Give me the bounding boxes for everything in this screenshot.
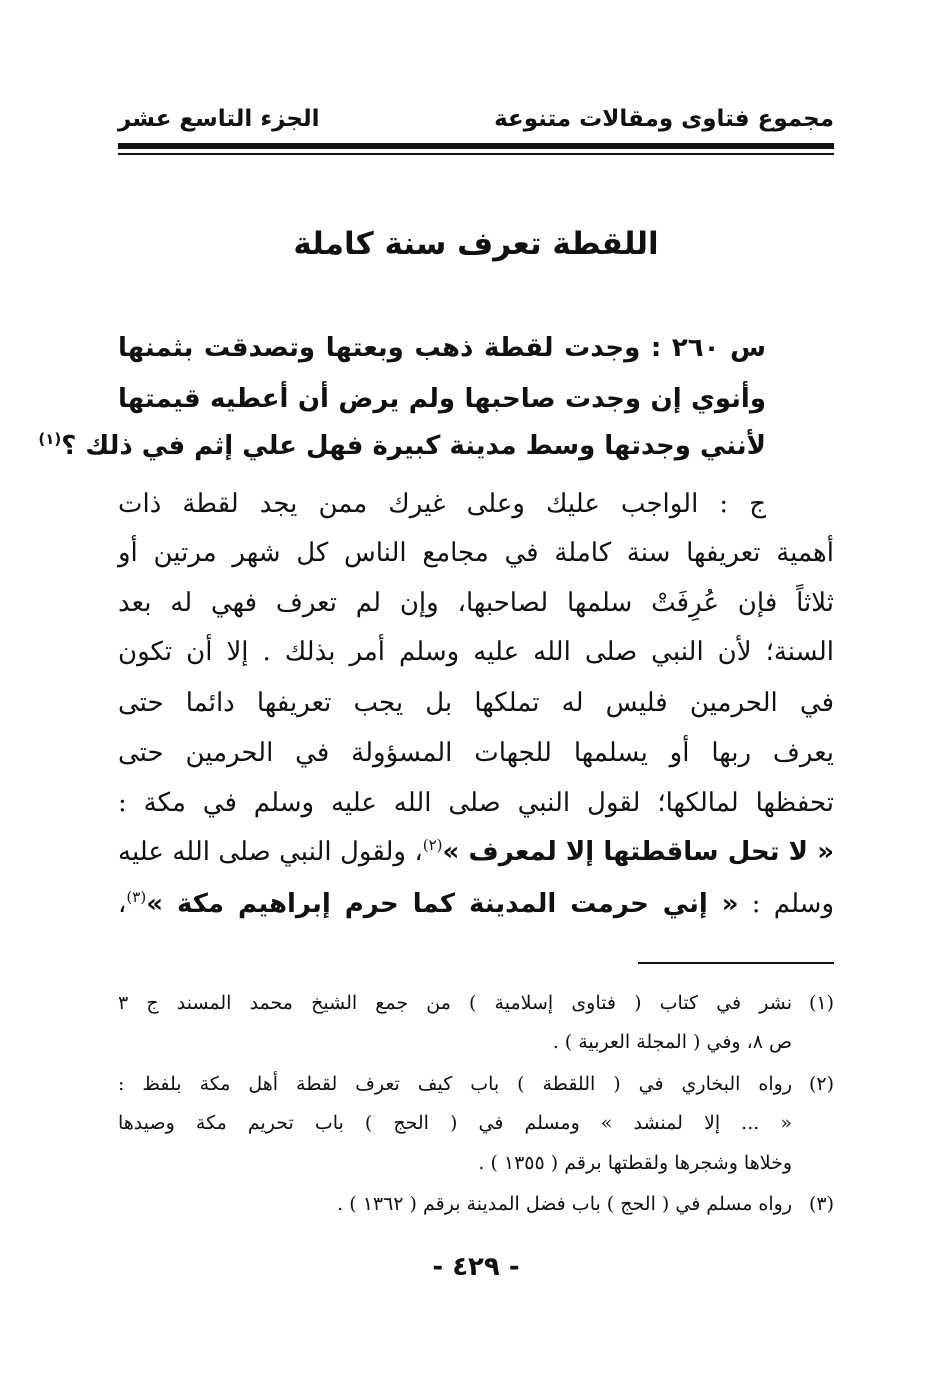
answer-line bbox=[118, 830, 834, 880]
hadith-quote: « إني حرمت المدينة كما حرم إبراهيم مكة » bbox=[146, 889, 739, 919]
answer-line bbox=[118, 882, 834, 932]
footnote-line bbox=[118, 1189, 834, 1225]
footnote-ref: (١) bbox=[38, 430, 62, 448]
footnote-line: وخلاها وشجرها ولقطتها برقم ( ١٣٥٥ ) . bbox=[478, 1152, 792, 1174]
book-title: مجموع فتاوى ومقالات متنوعة bbox=[494, 106, 834, 132]
answer-line: ج : الواجب عليك وعلى غيرك ممن يجد لقطة ذات bbox=[118, 489, 766, 519]
answer-line: تحفظها لمالكها؛ لقول النبي صلى الله عليه وسلم في مكة : bbox=[118, 788, 834, 818]
answer-line-text: ، ولقول النبي صلى الله عليه bbox=[118, 837, 423, 867]
answer-line: في الحرمين فليس له تملكها بل يجب تعريفها دائما حتى bbox=[118, 688, 834, 718]
footnote-number: (٢) bbox=[808, 1073, 834, 1095]
page-number: - ٤٢٩ - bbox=[432, 1252, 520, 1282]
answer-line-text: وسلم : bbox=[751, 889, 835, 919]
running-header bbox=[118, 104, 834, 144]
answer-line: يعرف ربها أو يسلمها للجهات المسؤولة في الحرمين حتى bbox=[118, 738, 834, 768]
question-line-text: لأنني وجدتها وسط مدينة كبيرة فهل علي إثم في ذلك ؟ bbox=[61, 431, 766, 461]
hadith-quote: « لا تحل ساقطتها إلا لمعرف » bbox=[442, 837, 834, 867]
footnote-ref: (٣) bbox=[126, 888, 147, 906]
footnote-line: ص ٨، وفي ( المجلة العربية ) . bbox=[552, 1031, 792, 1053]
section-heading: اللقطة تعرف سنة كاملة bbox=[293, 226, 659, 262]
answer-line: أهمية تعريفها سنة كاملة في مجامع الناس كل شهر مرتين أو bbox=[118, 538, 834, 568]
footnote-separator bbox=[638, 962, 834, 964]
answer-line: ثلاثاً فإن عُرِفَتْ سلمها لصاحبها، وإن لم تعرف فهي له بعد bbox=[118, 588, 834, 618]
footnote-text: نشر في كتاب ( فتاوى إسلامية ) من جمع الشيخ محمد المسند ج ٣ bbox=[118, 992, 792, 1014]
answer-line: السنة؛ لأن النبي صلى الله عليه وسلم أمر بذلك . إلا أن تكون bbox=[118, 637, 834, 667]
question-line bbox=[38, 424, 766, 474]
footnote-ref: (٢) bbox=[422, 836, 443, 854]
header-rule-thin bbox=[118, 153, 834, 155]
footnote-text: رواه البخاري في ( اللقطة ) باب كيف تعرف لقطة أهل مكة بلفظ : bbox=[118, 1073, 792, 1095]
question-line: س ٢٦٠ : وجدت لقطة ذهب وبعتها وتصدقت بثمنها bbox=[118, 333, 766, 363]
footnote-line: « ... إلا لمنشد » ومسلم في ( الحج ) باب تحريم مكة وصيدها bbox=[118, 1112, 792, 1134]
footnote-line bbox=[118, 1069, 834, 1105]
footnote-number: (٣) bbox=[808, 1193, 834, 1215]
footnote-line bbox=[118, 988, 834, 1024]
footnote-number: (١) bbox=[808, 992, 834, 1014]
volume-label: الجزء التاسع عشر bbox=[118, 106, 320, 132]
header-rule-thick bbox=[118, 143, 834, 149]
answer-line-text: ، bbox=[118, 889, 127, 919]
footnote-text: رواه مسلم في ( الحج ) باب فضل المدينة برقم ( ١٣٦٢ ) . bbox=[337, 1193, 792, 1215]
question-line: وأنوي إن وجدت صاحبها ولم يرض أن أعطيه قيمتها bbox=[118, 384, 766, 414]
